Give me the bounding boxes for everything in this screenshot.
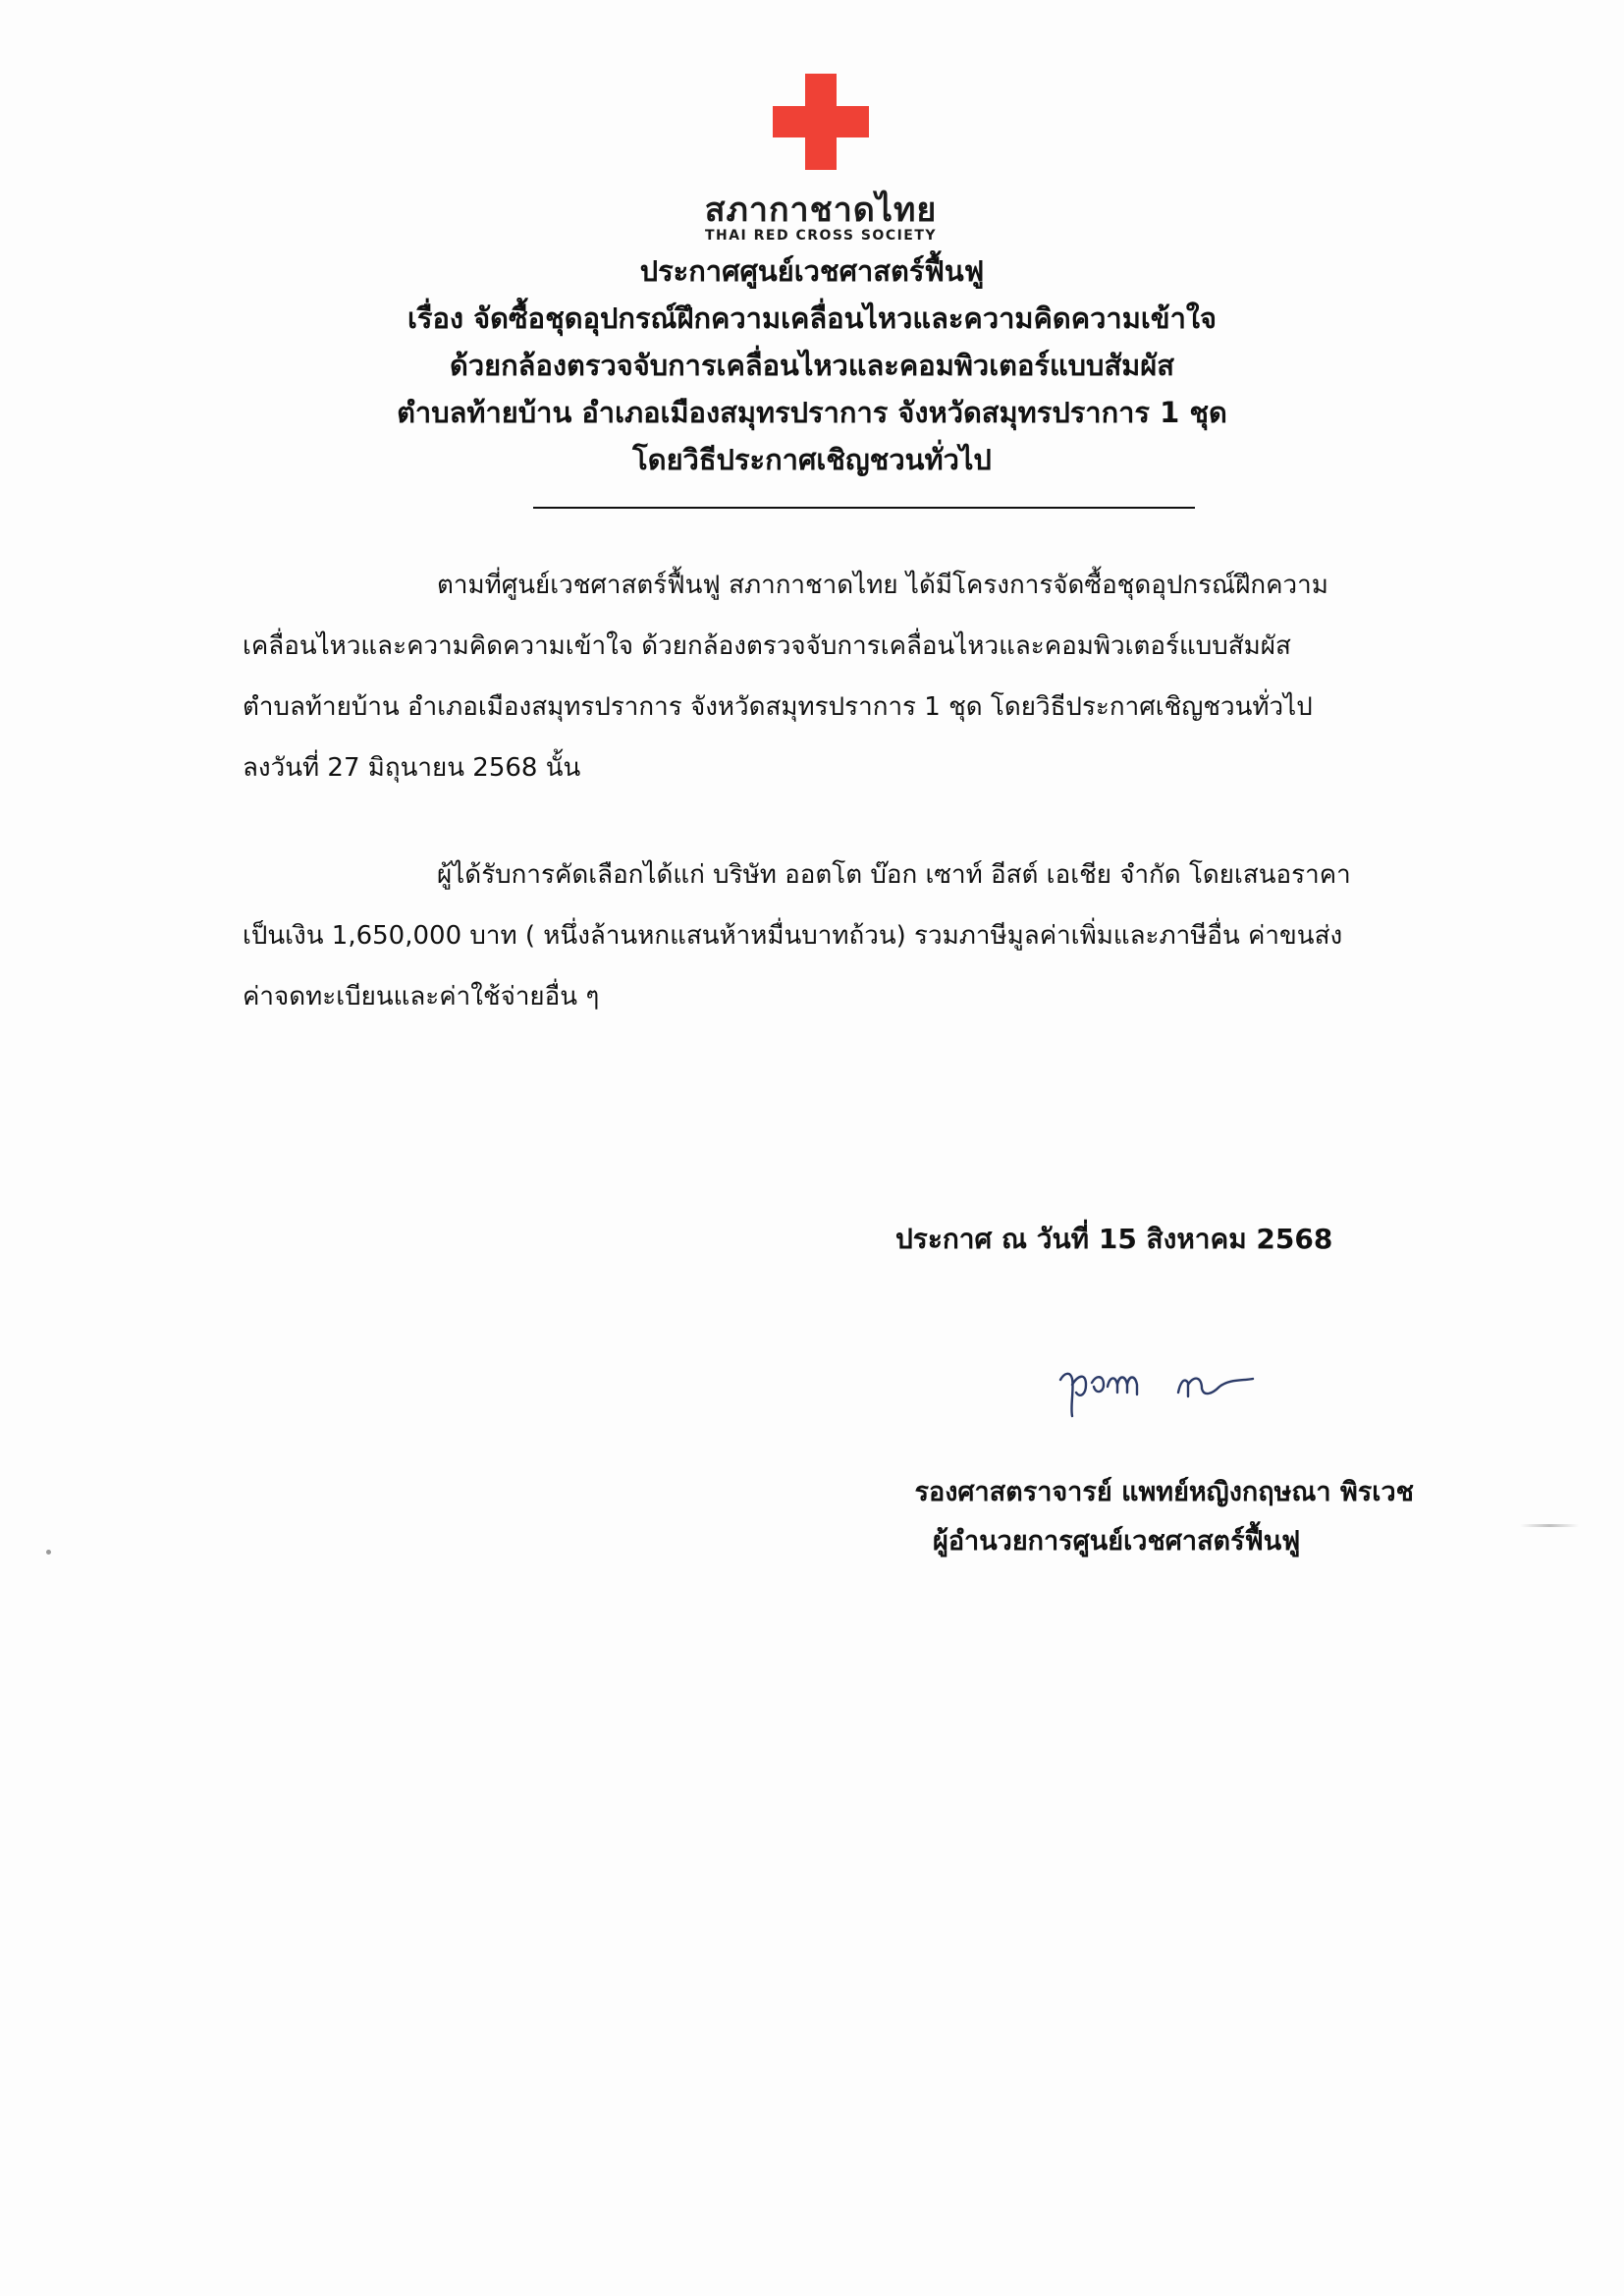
paragraph-line: เคลื่อนไหวและความคิดความเข้าใจ ด้วยกล้องตรวจจับการเคลื่อนไหวและคอมพิวเตอร์แบบสัมผัส (243, 631, 1291, 661)
organization-name-english: THAI RED CROSS SOCIETY (704, 228, 938, 244)
paragraph-line: ตำบลท้ายบ้าน อำเภอเมืองสมุทรปราการ จังหวัดสมุทรปราการ 1 ชุด โดยวิธีประกาศเชิญชวนทั่วไป (243, 692, 1313, 722)
header-divider (533, 507, 1195, 509)
paragraph-line: ค่าจดทะเบียนและค่าใช้จ่ายอื่น ๆ (243, 982, 600, 1011)
body-paragraph-2 (243, 845, 1401, 1027)
header-line: โดยวิธีประกาศเชิญชวนทั่วไป (632, 443, 992, 476)
header-line: ด้วยกล้องตรวจจับการเคลื่อนไหวและคอมพิวเตอร์แบบสัมผัส (450, 349, 1174, 382)
handwritten-signature (1051, 1345, 1296, 1424)
red-cross-icon (773, 74, 869, 170)
signer-name: รองศาสตราจารย์ แพทย์หญิงกฤษณา พิรเวช (914, 1477, 1414, 1507)
organization-name-thai: สภากาชาดไทย (704, 191, 938, 230)
paragraph-line: เป็นเงิน 1,650,000 บาท ( หนึ่งล้านหกแสนห้าหมื่นบาทถ้วน) รวมภาษีมูลค่าเพิ่มและภาษีอื่น ค่าขนส่ง (243, 921, 1343, 951)
scan-speck (46, 1550, 51, 1555)
header-line: ประกาศศูนย์เวชศาสตร์ฟื้นฟู (639, 254, 985, 288)
scan-edge-mark (1520, 1524, 1579, 1527)
paragraph-line: ตามที่ศูนย์เวชศาสตร์ฟื้นฟู สภากาชาดไทย ได้มีโครงการจัดซื้อชุดอุปกรณ์ฝึกความ (437, 571, 1328, 600)
paragraph-line: ผู้ได้รับการคัดเลือกได้แก่ บริษัท ออตโต บ๊อก เซาท์ อีสต์ เอเชีย จำกัด โดยเสนอราคา (437, 860, 1351, 890)
paragraph-line: ลงวันที่ 27 มิถุนายน 2568 นั้น (243, 753, 581, 783)
body-paragraph-1 (243, 555, 1401, 798)
announcement-header (295, 247, 1329, 483)
header-line: ตำบลท้ายบ้าน อำเภอเมืองสมุทรปราการ จังหวัดสมุทรปราการ 1 ชุด (397, 396, 1227, 429)
signer-block (864, 1468, 1414, 1566)
header-line: เรื่อง จัดซื้อชุดอุปกรณ์ฝึกความเคลื่อนไหวและความคิดความเข้าใจ (406, 301, 1218, 335)
announcement-date: ประกาศ ณ วันที่ 15 สิงหาคม 2568 (895, 1223, 1333, 1255)
signer-position: ผู้อำนวยการศูนย์เวชศาสตร์ฟื้นฟู (933, 1526, 1301, 1557)
